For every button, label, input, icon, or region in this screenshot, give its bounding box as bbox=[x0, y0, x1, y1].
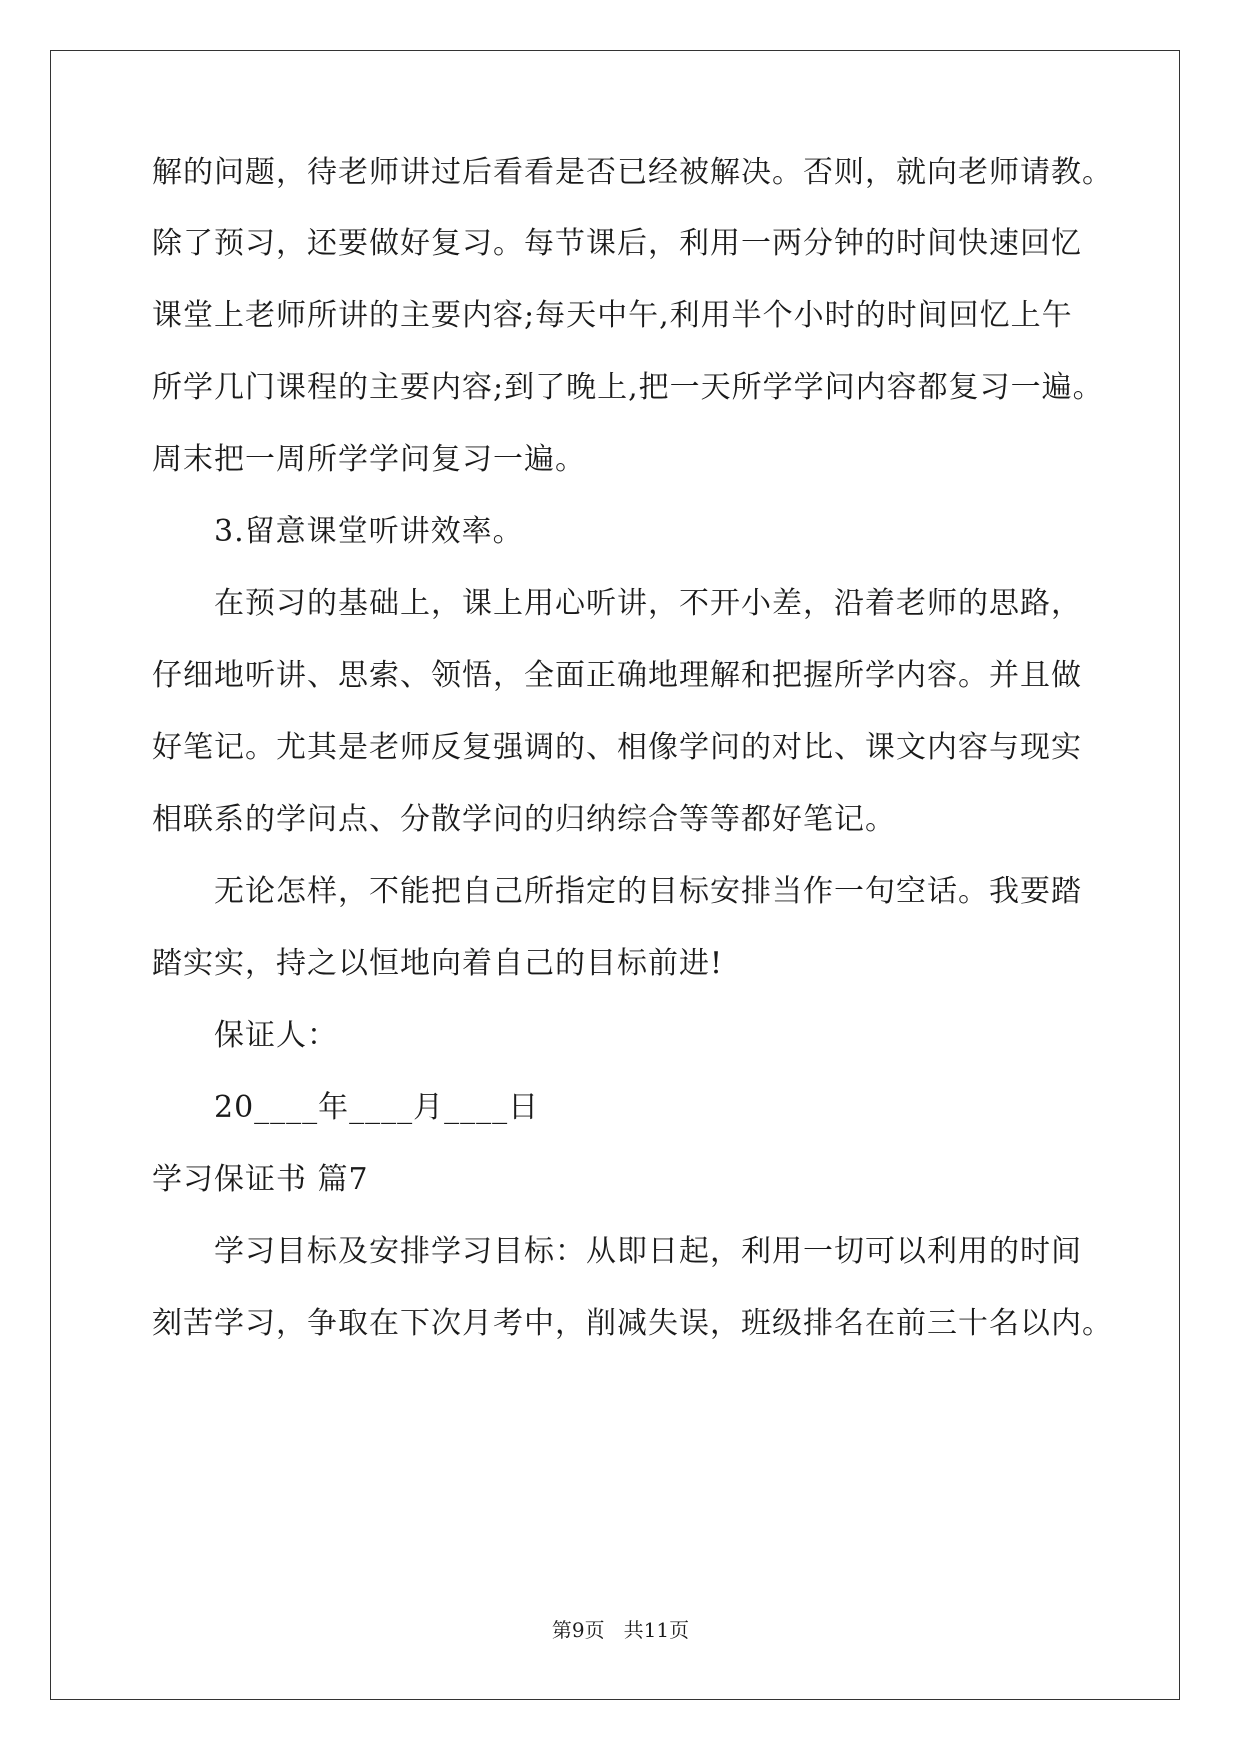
body-line-16: 学习目标及安排学习目标：从即日起，利用一切可以利用的时间 bbox=[214, 1234, 1082, 1269]
body-line-1: 解的问题，待老师讲过后看看是否已经被解决。否则，就向老师请教。 bbox=[152, 155, 1113, 190]
body-line-2: 除了预习，还要做好复习。每节课后，利用一两分钟的时间快速回忆 bbox=[152, 226, 1082, 261]
body-line-9: 好笔记。尤其是老师反复强调的、相像学问的对比、课文内容与现实 bbox=[152, 730, 1082, 765]
body-line-11: 无论怎样，不能把自己所指定的目标安排当作一句空话。我要踏 bbox=[214, 874, 1082, 909]
date-line: 20____年____月____日 bbox=[214, 1090, 540, 1125]
guarantor-label: 保证人： bbox=[214, 1018, 338, 1053]
body-line-3: 课堂上老师所讲的主要内容;每天中午,利用半个小时的时间回忆上午 bbox=[152, 298, 1073, 333]
body-line-4: 所学几门课程的主要内容;到了晚上,把一天所学学问内容都复习一遍。 bbox=[152, 370, 1104, 405]
body-line-17: 刻苦学习，争取在下次月考中，削减失误，班级排名在前三十名以内。 bbox=[152, 1306, 1113, 1341]
body-line-7: 在预习的基础上，课上用心听讲，不开小差，沿着老师的思路， bbox=[214, 586, 1082, 621]
body-line-12: 踏实实，持之以恒地向着自己的目标前进! bbox=[152, 946, 724, 981]
page-number: 第9页 共11页 bbox=[551, 1618, 690, 1642]
body-line-10: 相联系的学问点、分散学问的归纳综合等等都好笔记。 bbox=[152, 802, 896, 837]
body-line-5: 周末把一周所学学问复习一遍。 bbox=[152, 442, 586, 477]
body-line-8: 仔细地听讲、思索、领悟，全面正确地理解和把握所学内容。并且做 bbox=[152, 658, 1082, 693]
article-title: 学习保证书 篇7 bbox=[152, 1162, 369, 1197]
section-heading-3: 3.留意课堂听讲效率。 bbox=[214, 514, 524, 549]
